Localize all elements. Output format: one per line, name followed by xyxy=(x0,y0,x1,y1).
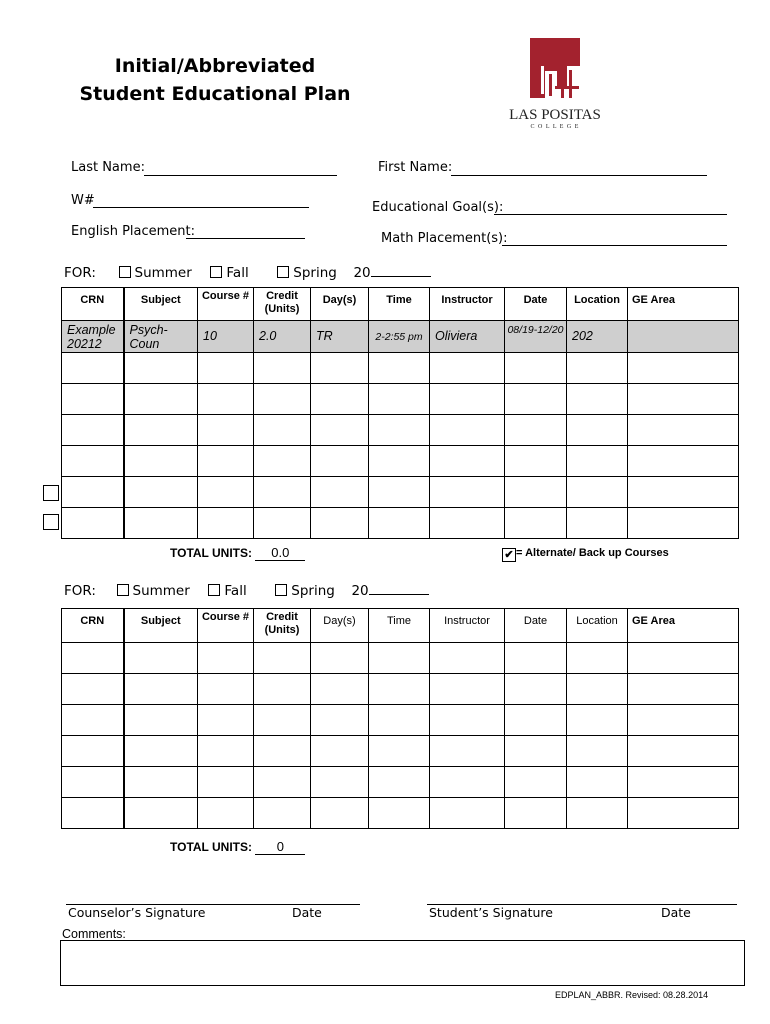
first-name-field[interactable] xyxy=(451,175,707,176)
year-prefix: 20 xyxy=(353,265,371,281)
table-row[interactable] xyxy=(62,643,739,674)
term-selector-1 xyxy=(64,265,431,281)
table-row[interactable] xyxy=(62,384,739,415)
total-units-1 xyxy=(170,545,305,561)
header-date: Date xyxy=(505,609,567,643)
term-selector-2 xyxy=(64,583,429,599)
total-units-label: TOTAL UNITS: xyxy=(170,546,252,560)
college-logo xyxy=(505,36,605,128)
total-units-label: TOTAL UNITS: xyxy=(170,840,252,854)
last-name-label: Last Name: xyxy=(71,160,145,175)
alternate-note-text: = Alternate/ Back up Courses xyxy=(516,547,669,559)
counselor-date-label: Date xyxy=(292,905,322,920)
table-row[interactable] xyxy=(62,446,739,477)
header-course-number: Course # xyxy=(198,609,254,643)
table-row[interactable] xyxy=(62,415,739,446)
student-signature-label: Student’s Signature xyxy=(429,905,553,920)
page-title xyxy=(70,52,360,108)
for-label: FOR: xyxy=(64,265,96,281)
spring-checkbox[interactable] xyxy=(275,584,287,596)
header-credit-units: Credit (Units) xyxy=(254,288,311,321)
header-course-number: Course # xyxy=(198,288,254,321)
example-ge-area xyxy=(628,321,739,353)
total-units-value[interactable]: 0 xyxy=(255,839,305,855)
header-date: Date xyxy=(505,288,567,321)
spring-label: Spring xyxy=(293,265,337,281)
counselor-signature-label: Counselor’s Signature xyxy=(68,905,206,920)
total-units-value[interactable]: 0.0 xyxy=(255,545,305,561)
alternate-course-checkbox-1[interactable] xyxy=(43,485,59,501)
summer-label: Summer xyxy=(132,583,190,599)
example-crn: Example 20212 xyxy=(62,321,124,353)
header-credit-units: Credit (Units) xyxy=(254,609,311,643)
header-crn: CRN xyxy=(62,288,124,321)
logo-subtext: C O L L E G E xyxy=(530,124,580,130)
fall-label: Fall xyxy=(224,583,247,599)
header-ge-area: GE Area xyxy=(628,288,739,321)
summer-label: Summer xyxy=(134,265,192,281)
summer-checkbox[interactable] xyxy=(117,584,129,596)
summer-checkbox[interactable] xyxy=(119,266,131,278)
header-time: Time xyxy=(369,609,430,643)
english-placement-field[interactable] xyxy=(186,238,305,239)
footer-revision: EDPLAN_ABBR. Revised: 08.28.2014 xyxy=(555,990,709,1000)
student-date-label: Date xyxy=(661,905,691,920)
math-placement-label: Math Placement(s): xyxy=(381,231,508,246)
table-row[interactable] xyxy=(62,477,739,508)
fall-checkbox[interactable] xyxy=(208,584,220,596)
fall-label: Fall xyxy=(226,265,249,281)
header-ge-area: GE Area xyxy=(628,609,739,643)
header-subject: Subject xyxy=(124,609,198,643)
alternate-note xyxy=(502,547,669,562)
example-date: 08/19-12/20 xyxy=(505,321,567,353)
example-subject: Psych-Coun xyxy=(124,321,198,353)
fall-checkbox[interactable] xyxy=(210,266,222,278)
year-prefix: 20 xyxy=(351,583,369,599)
math-placement-field[interactable] xyxy=(502,245,727,246)
title-line-1: Initial/Abbreviated xyxy=(114,55,316,77)
header-days: Day(s) xyxy=(311,288,369,321)
table-row[interactable] xyxy=(62,674,739,705)
table-header-row xyxy=(62,609,739,643)
spring-checkbox[interactable] xyxy=(277,266,289,278)
example-time: 2-2:55 pm xyxy=(369,321,430,353)
header-location: Location xyxy=(567,609,628,643)
header-time: Time xyxy=(369,288,430,321)
header-location: Location xyxy=(567,288,628,321)
example-instructor: Oliviera xyxy=(430,321,505,353)
header-instructor: Instructor xyxy=(430,288,505,321)
table-header-row xyxy=(62,288,739,321)
header-days: Day(s) xyxy=(311,609,369,643)
table-row[interactable] xyxy=(62,705,739,736)
first-name-label: First Name: xyxy=(378,160,453,175)
table-row[interactable] xyxy=(62,767,739,798)
checkmark-icon: ✔ xyxy=(502,548,516,562)
course-table-2 xyxy=(61,608,739,829)
example-location: 202 xyxy=(567,321,628,353)
title-line-2: Student Educational Plan xyxy=(79,83,351,105)
example-row xyxy=(62,321,739,353)
year-field-2[interactable] xyxy=(369,584,429,595)
for-label: FOR: xyxy=(64,583,96,599)
example-days: TR xyxy=(311,321,369,353)
table-row[interactable] xyxy=(62,353,739,384)
comments-label: Comments: xyxy=(62,927,126,941)
logo-mark-icon xyxy=(505,36,605,106)
table-row[interactable] xyxy=(62,736,739,767)
header-instructor: Instructor xyxy=(430,609,505,643)
educational-goals-label: Educational Goal(s): xyxy=(372,200,504,215)
table-row[interactable] xyxy=(62,508,739,539)
w-number-label: W# xyxy=(71,193,95,208)
logo-text: LAS POSITAS xyxy=(509,107,601,123)
english-placement-label: English Placement: xyxy=(71,224,196,239)
course-table-1 xyxy=(61,287,739,539)
educational-goals-field[interactable] xyxy=(494,214,727,215)
w-number-field[interactable] xyxy=(93,207,309,208)
table-row[interactable] xyxy=(62,798,739,829)
alternate-course-checkbox-2[interactable] xyxy=(43,514,59,530)
example-credit: 2.0 xyxy=(254,321,311,353)
total-units-2 xyxy=(170,839,305,855)
header-crn: CRN xyxy=(62,609,124,643)
last-name-field[interactable] xyxy=(144,175,337,176)
example-course-number: 10 xyxy=(198,321,254,353)
spring-label: Spring xyxy=(291,583,335,599)
comments-box[interactable] xyxy=(60,940,745,986)
year-field-1[interactable] xyxy=(371,266,431,277)
header-subject: Subject xyxy=(124,288,198,321)
